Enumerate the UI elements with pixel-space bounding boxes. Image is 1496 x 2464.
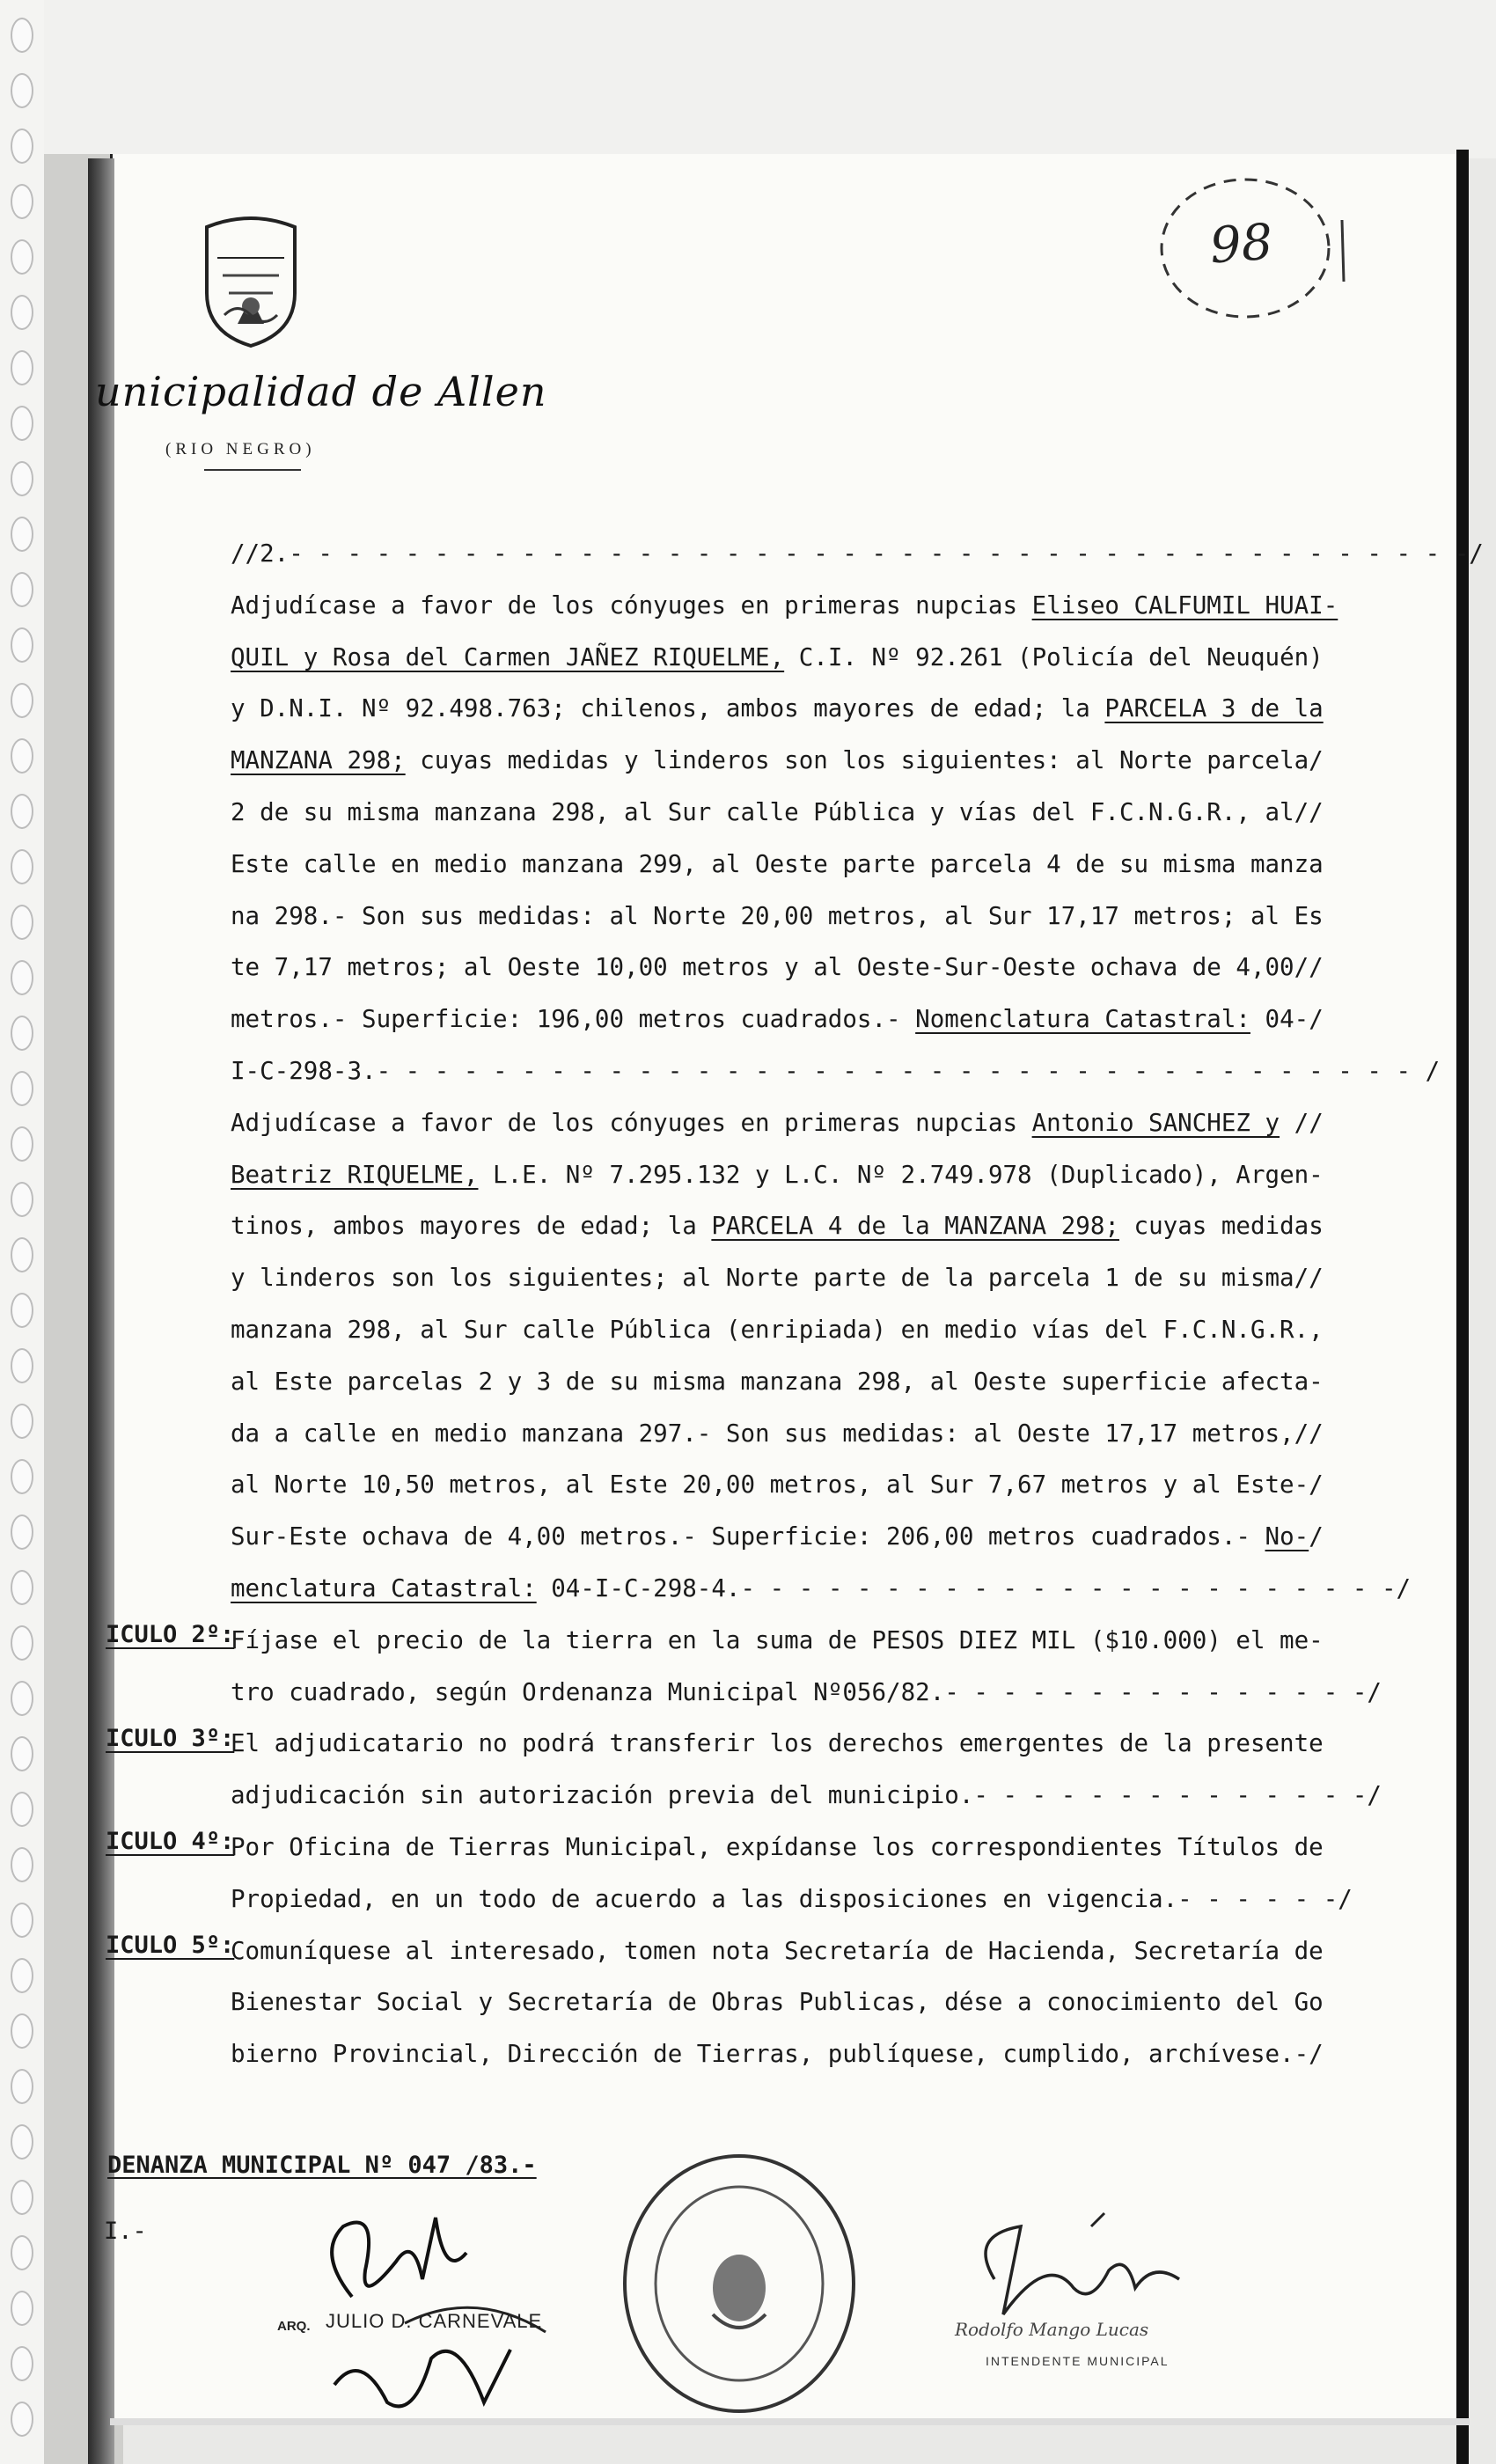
body-line [231, 1408, 1339, 1460]
binder-hole [11, 1071, 33, 1106]
body-line [231, 2028, 1339, 2080]
underlined-text: menclatura Catastral: [231, 1573, 537, 1602]
binder-hole [11, 1958, 33, 1993]
text-segment: Por Oficina de Tierras Municipal, expídanse los correspondientes Títulos de [231, 1832, 1324, 1861]
text-segment: 2 de su misma manzana 298, al Sur calle Pública y vías del F.C.N.G.R., al// [231, 797, 1324, 826]
text-segment: Adjudícase a favor de los cónyuges en primeras nupcias [231, 1108, 1032, 1137]
binder-hole [11, 1625, 33, 1661]
header-divider [204, 469, 301, 471]
text-segment: al Este parcelas 2 y 3 de su misma manzana 298, al Oeste superficie afecta- [231, 1367, 1324, 1396]
binder-hole [11, 1016, 33, 1051]
binder-hole [11, 2069, 33, 2104]
binder-hole [11, 1903, 33, 1938]
body-line [231, 1563, 1412, 1615]
body-line [231, 942, 1339, 994]
text-segment: cuyas medidas [1118, 1212, 1324, 1241]
page-top-margin [44, 0, 1496, 158]
signature-right-title: INTENDENTE MUNICIPAL [986, 2354, 1170, 2368]
binder-hole [11, 2346, 33, 2381]
text-segment: Fíjase el precio de la tierra en la suma de PESOS DIEZ MIL ($10.000) el me- [231, 1625, 1324, 1654]
ordinance-mark: I.- [104, 2218, 147, 2245]
binder-hole [11, 2235, 33, 2270]
text-segment: // [1280, 1108, 1324, 1137]
binder-hole [11, 2291, 33, 2326]
text-segment: //2.- - - - - - - - - - - - - - - - - - - - - - - - - - - - - - - - - - - - - - - - -/ [231, 539, 1484, 568]
binder-hole [11, 572, 33, 607]
underlined-text: MANZANA 298; [231, 746, 406, 775]
binding-shadow [88, 158, 114, 2464]
text-segment: te 7,17 metros; al Oeste 10,00 metros y al Oeste-Sur-Oeste ochava de 4,00// [231, 953, 1324, 982]
body-line [231, 891, 1339, 942]
body-line [231, 1925, 1339, 1977]
signature-right-name: Rodolfo Mango Lucas [955, 2319, 1149, 2340]
article-label: ICULO 3º: [106, 1724, 235, 1752]
binder-hole [11, 18, 33, 53]
body-line [231, 1304, 1339, 1356]
body-line [231, 580, 1339, 632]
text-segment: y D.N.I. Nº 92.498.763; chilenos, ambos mayores de edad; la [231, 694, 1105, 723]
text-segment: L.E. Nº 7.295.132 y L.C. Nº 2.749.978 (Duplicado), Argen- [478, 1160, 1324, 1189]
binder-hole [11, 1182, 33, 1217]
body-line [231, 528, 1484, 580]
municipality-name: unicipalidad de Allen [95, 368, 547, 415]
binder-hole [11, 1293, 33, 1328]
body-line [231, 1667, 1382, 1719]
binder-hole [11, 1570, 33, 1605]
binder-hole [11, 1404, 33, 1439]
body-line [231, 1459, 1339, 1511]
body-line [231, 787, 1339, 839]
body-line [231, 735, 1339, 787]
body-line [231, 632, 1339, 684]
body-line [231, 1874, 1353, 1925]
binder-hole [11, 683, 33, 718]
text-segment: Propiedad, en un todo de acuerdo a las disposiciones en vigencia.- - - - - -/ [231, 1884, 1353, 1913]
text-segment: y linderos son los siguientes; al Norte parte de la parcela 1 de su misma// [231, 1264, 1324, 1293]
underlined-text: PARCELA 4 de la MANZANA 298; [711, 1212, 1119, 1241]
binder-hole [11, 1237, 33, 1272]
text-segment: na 298.- Son sus medidas: al Norte 20,00 metros, al Sur 17,17 metros; al Es [231, 901, 1324, 930]
municipal-crest-icon [198, 209, 304, 350]
underlined-text: Nomenclatura Catastral: [915, 1005, 1250, 1034]
underlined-text: QUIL y Rosa del Carmen JAÑEZ RIQUELME, [231, 642, 785, 671]
binder-hole [11, 406, 33, 441]
underlined-text: PARCELA 3 de la [1104, 694, 1324, 723]
body-line [231, 1718, 1339, 1770]
text-segment: tinos, ambos mayores de edad; la [231, 1212, 712, 1241]
binder-hole [11, 2402, 33, 2437]
binder-hole [11, 905, 33, 940]
binder-hole [11, 461, 33, 496]
body-line [231, 1200, 1339, 1252]
binder-hole [11, 738, 33, 774]
text-segment: al Norte 10,50 metros, al Este 20,00 metros, al Sur 7,67 metros y al Este-/ [231, 1470, 1324, 1500]
signature-left-prefix: ARQ. [277, 2319, 311, 2334]
page-right-edge [1456, 150, 1469, 2464]
binder-hole [11, 73, 33, 108]
text-segment: / [1309, 1522, 1324, 1551]
binder-hole [11, 128, 33, 164]
binder-hole [11, 960, 33, 995]
binder-hole [11, 239, 33, 275]
binder-hole [11, 849, 33, 884]
signature-left-name: JULIO D. CARNEVALE [326, 2310, 543, 2332]
body-line [231, 1822, 1339, 1874]
binder-hole [11, 2013, 33, 2049]
text-segment: Sur-Este ochava de 4,00 metros.- Superficie: 206,00 metros cuadrados.- [231, 1522, 1265, 1551]
underlined-text: Beatriz RIQUELME, [231, 1160, 479, 1189]
binder-hole [11, 1459, 33, 1494]
text-segment: metros.- Superficie: 196,00 metros cuadrados.- [231, 1005, 916, 1034]
underlined-text: Eliseo CALFUMIL HUAI- [1031, 590, 1338, 620]
binder-hole [11, 2180, 33, 2215]
body-line [231, 683, 1339, 735]
body-line [231, 994, 1339, 1045]
text-segment: I-C-298-3.- - - - - - - - - - - - - - - - - - - - - - - - - - - - - - - - - - - - / [231, 1056, 1441, 1085]
binder-hole [11, 295, 33, 330]
body-line [231, 1149, 1339, 1201]
body-line [231, 1770, 1382, 1822]
binder-hole [11, 2124, 33, 2160]
binder-hole [11, 1126, 33, 1162]
text-segment: El adjudicatario no podrá transferir los derechos emergentes de la presente [231, 1729, 1324, 1758]
text-segment: C.I. Nº 92.261 (Policía del Neuquén) [784, 642, 1324, 671]
text-segment: 04-/ [1250, 1005, 1324, 1034]
body-line [231, 1615, 1339, 1667]
text-segment: bierno Provincial, Dirección de Tierras, publíquese, cumplido, archívese.-/ [231, 2040, 1324, 2069]
binder-hole [11, 517, 33, 552]
body-line [231, 1252, 1339, 1304]
body-line [231, 1511, 1339, 1563]
binder-hole [11, 627, 33, 663]
resolution-body [231, 528, 1484, 2080]
text-segment: 04-I-C-298-4.- - - - - - - - - - - - - - - - - - - - - - -/ [536, 1573, 1412, 1602]
text-segment: Comuníquese al interesado, tomen nota Secretaría de Hacienda, Secretaría de [231, 1936, 1324, 1965]
municipal-seal [616, 2147, 862, 2420]
binder-hole [11, 1514, 33, 1550]
body-line [231, 1097, 1339, 1149]
article-label: ICULO 5º: [106, 1931, 235, 1959]
text-segment: Este calle en medio manzana 299, al Oeste parte parcela 4 de su misma manza [231, 849, 1324, 878]
binder-hole [11, 1792, 33, 1827]
text-segment: manzana 298, al Sur calle Pública (enripiada) en medio vías del F.C.N.G.R., [231, 1315, 1324, 1344]
binder-hole [11, 1681, 33, 1716]
body-line [231, 1976, 1339, 2028]
underlined-text: Antonio SANCHEZ y [1031, 1108, 1280, 1137]
binder-hole [11, 350, 33, 385]
text-segment: da a calle en medio manzana 297.- Son sus medidas: al Oeste 17,17 metros,// [231, 1419, 1324, 1448]
folio-number: 98 [1207, 213, 1275, 275]
body-line [231, 839, 1339, 891]
body-line [231, 1045, 1441, 1097]
body-line [231, 1356, 1339, 1408]
binder-hole [11, 1736, 33, 1771]
binder-hole [11, 1348, 33, 1383]
article-label: ICULO 2º: [106, 1621, 235, 1648]
binder-hole [11, 1847, 33, 1882]
text-segment: Bienestar Social y Secretaría de Obras Publicas, dése a conocimiento del Go [231, 1988, 1324, 2017]
text-segment: Adjudícase a favor de los cónyuges en primeras nupcias [231, 590, 1032, 620]
province-name: (RIO NEGRO) [165, 440, 316, 458]
text-segment: tro cuadrado, según Ordenanza Municipal Nº056/82.- - - - - - - - - - - - - - -/ [231, 1677, 1382, 1706]
ordinance-number: DENANZA MUNICIPAL Nº 047 /83.- [107, 2152, 537, 2179]
binder-hole [11, 794, 33, 829]
underlined-text: No- [1265, 1522, 1309, 1551]
article-label: ICULO 4º: [106, 1828, 235, 1856]
binder-hole [11, 184, 33, 219]
text-segment: cuyas medidas y linderos son los siguientes: al Norte parcela/ [405, 746, 1324, 775]
text-segment: adjudicación sin autorización previa del municipio.- - - - - - - - - - - - - -/ [231, 1781, 1382, 1810]
